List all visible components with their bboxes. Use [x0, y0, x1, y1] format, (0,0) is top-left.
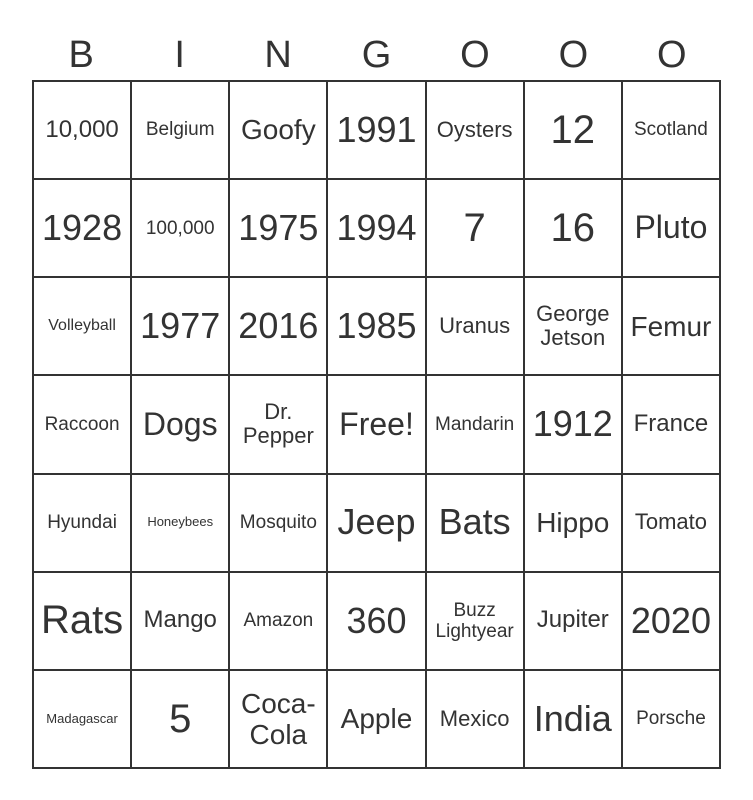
bingo-cell: Jeep: [328, 475, 426, 573]
bingo-cell: Volleyball: [34, 278, 132, 376]
bingo-cell: Free!: [328, 376, 426, 474]
bingo-cell: Dogs: [132, 376, 230, 474]
bingo-cell: 100,000: [132, 180, 230, 278]
bingo-cell: Apple: [328, 671, 426, 769]
bingo-cell: Femur: [623, 278, 721, 376]
bingo-cell: Madagascar: [34, 671, 132, 769]
bingo-cell: 2016: [230, 278, 328, 376]
bingo-cell: Mexico: [427, 671, 525, 769]
bingo-cell: Raccoon: [34, 376, 132, 474]
bingo-cell: Dr. Pepper: [230, 376, 328, 474]
bingo-cell: India: [525, 671, 623, 769]
bingo-cell: 16: [525, 180, 623, 278]
header-letter: I: [174, 33, 185, 76]
header-letter: O: [558, 33, 589, 76]
bingo-cell: 5: [132, 671, 230, 769]
header-letter: G: [361, 33, 392, 76]
bingo-cell: 1977: [132, 278, 230, 376]
bingo-cell: Tomato: [623, 475, 721, 573]
bingo-cell: Hyundai: [34, 475, 132, 573]
bingo-cell: Uranus: [427, 278, 525, 376]
bingo-cell: 1994: [328, 180, 426, 278]
bingo-cell: 1991: [328, 82, 426, 180]
bingo-cell: 1912: [525, 376, 623, 474]
bingo-cell: Rats: [34, 573, 132, 671]
bingo-cell: Amazon: [230, 573, 328, 671]
bingo-cell: 1975: [230, 180, 328, 278]
bingo-cell: Goofy: [230, 82, 328, 180]
bingo-cell: George Jetson: [525, 278, 623, 376]
bingo-cell: Coca-Cola: [230, 671, 328, 769]
bingo-cell: Hippo: [525, 475, 623, 573]
bingo-cell: Mango: [132, 573, 230, 671]
header-letter: B: [68, 33, 94, 76]
bingo-cell: Oysters: [427, 82, 525, 180]
bingo-cell: 12: [525, 82, 623, 180]
bingo-cell: Mandarin: [427, 376, 525, 474]
bingo-cell: 360: [328, 573, 426, 671]
bingo-cell: Jupiter: [525, 573, 623, 671]
bingo-cell: Belgium: [132, 82, 230, 180]
bingo-cell: Bats: [427, 475, 525, 573]
bingo-cell: Buzz Lightyear: [427, 573, 525, 671]
bingo-cell: 7: [427, 180, 525, 278]
bingo-cell: Scotland: [623, 82, 721, 180]
bingo-cell: Honeybees: [132, 475, 230, 573]
bingo-cell: France: [623, 376, 721, 474]
header-letter: O: [460, 33, 490, 76]
bingo-cell: 10,000: [34, 82, 132, 180]
bingo-cell: 2020: [623, 573, 721, 671]
bingo-card-grid: [32, 80, 721, 769]
bingo-cell: Mosquito: [230, 475, 328, 573]
header-letter: N: [264, 33, 292, 76]
bingo-cell: Porsche: [623, 671, 721, 769]
bingo-header: [32, 30, 721, 80]
bingo-cell: Pluto: [623, 180, 721, 278]
bingo-cell: 1928: [34, 180, 132, 278]
header-letter: O: [657, 33, 687, 76]
bingo-cell: 1985: [328, 278, 426, 376]
